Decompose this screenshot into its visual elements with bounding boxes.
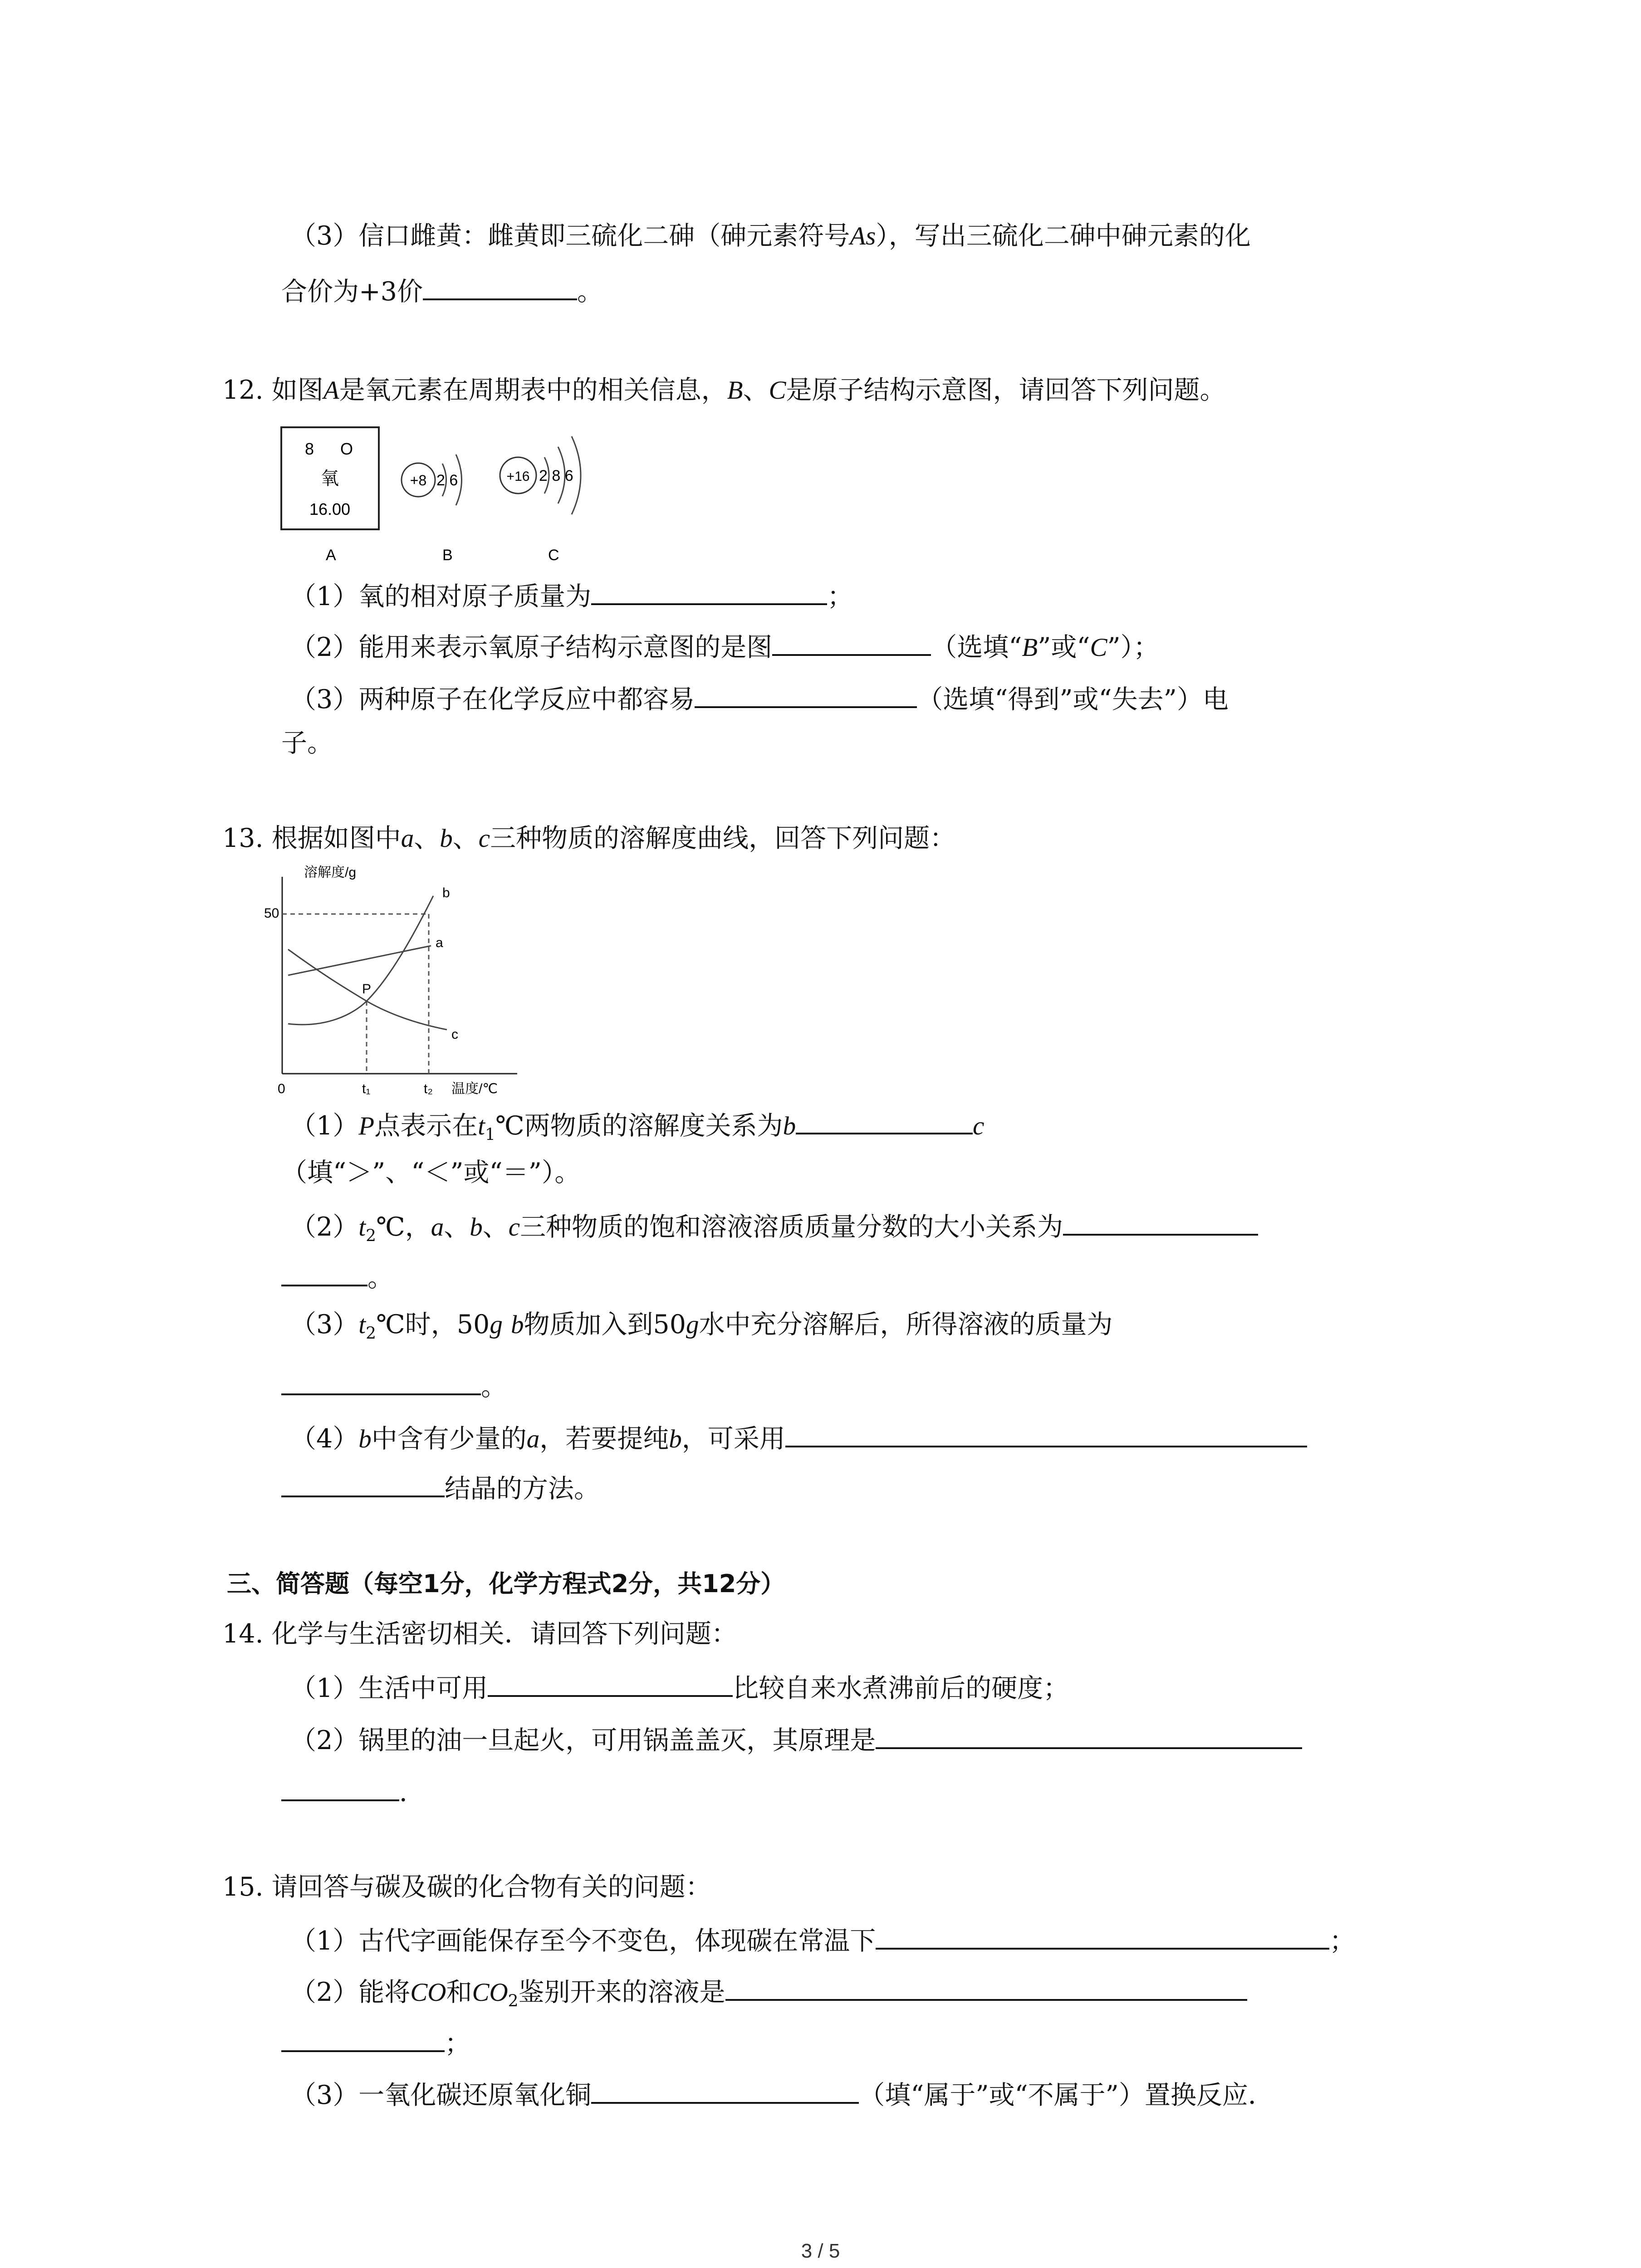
answer-blank[interactable] (281, 1467, 445, 1497)
q12-part3: （3）两种原子在化学反应中都容易 （选填“得到”或“失去”）电 (290, 678, 1229, 718)
answer-blank[interactable] (725, 1971, 1247, 2001)
nucleus-c-label: +16 (506, 469, 530, 484)
figure-label-c: C (548, 547, 559, 564)
y-axis-label: 溶解度/g (304, 865, 357, 880)
q11-part3-line2: 合价为+3价 。 (281, 270, 603, 310)
q13-part2-cont: 。 (281, 1256, 393, 1296)
q13-part1-cont: （填“＞”、“＜”或“＝”）。 (281, 1158, 581, 1188)
x-axis-label: 温度/℃ (451, 1081, 498, 1096)
curve-a-label: a (436, 935, 443, 950)
answer-blank[interactable] (1063, 1206, 1258, 1236)
q12-part1: （1）氧的相对原子质量为 ； (290, 575, 853, 615)
answer-blank[interactable] (876, 1920, 1329, 1950)
curve-c-label: c (451, 1027, 458, 1042)
answer-blank[interactable] (591, 2074, 859, 2104)
q14-part1: （1）生活中可用 比较自来水煮沸前后的硬度； (290, 1667, 1069, 1706)
answer-blank[interactable] (488, 1667, 733, 1697)
answer-blank[interactable] (281, 1256, 367, 1286)
figure-label-b: B (442, 547, 453, 564)
q14-part2-cont: ． (281, 1771, 425, 1811)
q15-part1: （1）古代字画能保存至今不变色，体现碳在常温下 ； (290, 1920, 1355, 1959)
q13-part3: $(3)t_2℃$时，50g b物质加入到50g水中充分溶解后，所得溶液的质量为 (290, 1310, 1113, 1343)
figure-label-a: A (326, 547, 336, 564)
answer-blank[interactable] (796, 1105, 973, 1134)
answer-blank[interactable] (423, 270, 577, 300)
x-tick-t1: t₁ (362, 1081, 371, 1096)
q12-stem: 12. 如图A是氧元素在周期表中的相关信息，B、C是原子结构示意图，请回答下列问题。 (222, 375, 1226, 405)
q13-part3-cont: 。 (281, 1365, 507, 1405)
shell-electrons-b: 2 6 (436, 472, 458, 489)
answer-blank[interactable] (695, 678, 917, 708)
section-title: 三、简答题（每空1分，化学方程式2分，共12分） (227, 1569, 785, 1598)
answer-blank[interactable] (785, 1418, 1307, 1447)
q12-part3-cont: 子。 (281, 728, 333, 758)
y-tick-50: 50 (264, 906, 279, 921)
q15-part2: （2）能将CO和$CO_2$鉴别开来的溶液是 (290, 1971, 1247, 2019)
answer-blank[interactable] (281, 1365, 481, 1395)
q15-part2-cont: ； (281, 2022, 470, 2062)
element-symbol: O (340, 440, 353, 458)
atom-structure-figure (272, 422, 599, 572)
answer-blank[interactable] (591, 575, 827, 605)
shell-electrons-c: 2 8 6 (539, 467, 573, 484)
q11-part3-line1: （3）信口雌黄：雌黄即三硫化二砷（砷元素符号As），写出三硫化二砷中砷元素的化 (290, 221, 1251, 251)
x-tick-0: 0 (278, 1081, 285, 1096)
q14-stem: 14. 化学与生活密切相关．请回答下列问题： (222, 1619, 737, 1649)
answer-blank[interactable] (772, 626, 931, 656)
q13-stem: 13. 根据如图中a、b、c三种物质的溶解度曲线，回答下列问题： (222, 823, 956, 853)
curve-a (288, 946, 431, 975)
q15-part3: （3）一氧化碳还原氧化铜 （填“属于”或“不属于”）置换反应． (290, 2074, 1274, 2113)
q13-part1: （1）P点表示在$t_1℃$两物质的溶解度关系为b c (290, 1105, 984, 1153)
answer-blank[interactable] (876, 1719, 1302, 1749)
page-number: 3 / 5 (801, 2240, 840, 2262)
answer-blank[interactable] (281, 1771, 399, 1801)
nucleus-b-label: +8 (410, 472, 427, 489)
solubility-chart (263, 864, 544, 1100)
x-tick-t2: t₂ (424, 1081, 433, 1096)
curve-b-label: b (442, 885, 450, 900)
atomic-number: 8 (305, 440, 314, 458)
q13-part2: $(2)t_2℃$，a、b、c三种物质的饱和溶液溶质质量分数的大小关系为 (290, 1206, 1258, 1254)
q13-part4-cont: 结晶的方法。 (281, 1467, 600, 1507)
atomic-mass: 16.00 (309, 500, 351, 518)
point-p-label: P (362, 982, 372, 997)
q15-stem: 15. 请回答与碳及碳的化合物有关的问题： (222, 1872, 711, 1902)
q12-part2: （2）能用来表示氧原子结构示意图的是图 （选填“B”或“C”）； (290, 626, 1159, 666)
element-name: 氧 (321, 469, 339, 489)
q14-part2: （2）锅里的油一旦起火，可用锅盖盖灭，其原理是 (290, 1719, 1302, 1759)
q13-part4: （4）b中含有少量的a，若要提纯b，可采用 (290, 1418, 1307, 1457)
answer-blank[interactable] (281, 2022, 445, 2052)
